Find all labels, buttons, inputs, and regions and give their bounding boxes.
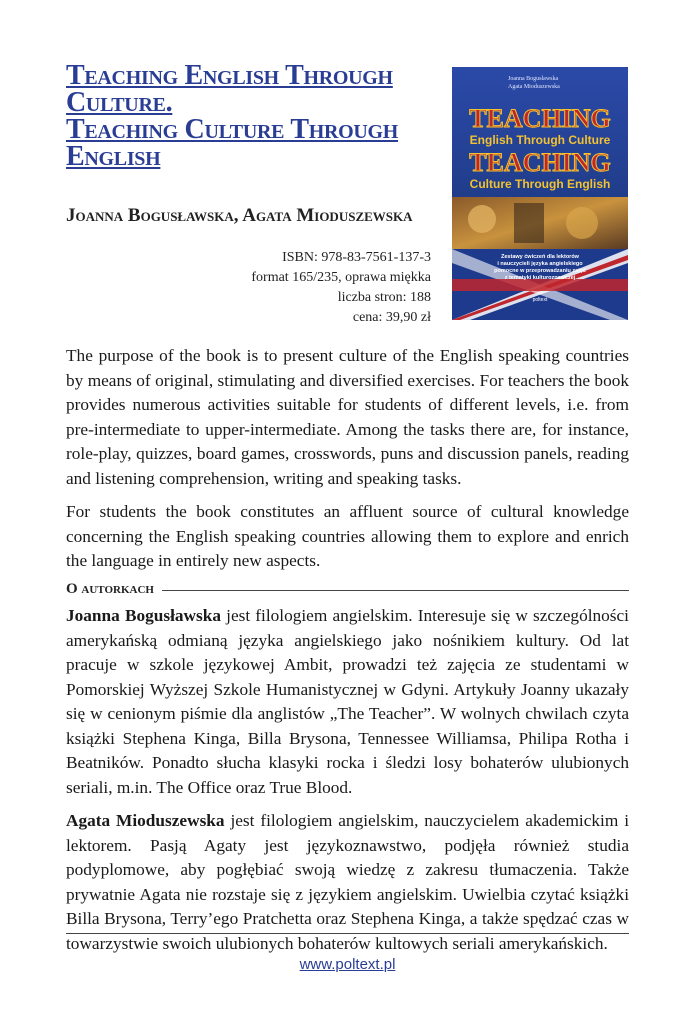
footer-divider [66, 933, 629, 934]
cover-blurb-line: pomocne w przeprowadzaniu zajęć [494, 268, 586, 274]
cover-blurb-line: Zestawy ćwiczeń dla lektorów [501, 254, 579, 260]
format: format 165/235, oprawa miękka [251, 270, 431, 285]
cover-blurb-line: z tematyki kulturoznawczej [504, 275, 576, 281]
book-cover-art [452, 67, 628, 320]
author-name: Agata Mioduszewska [66, 811, 225, 830]
book-description [66, 344, 629, 583]
cover-big-title-1: TEACHING [469, 104, 611, 133]
heading-rule [162, 590, 629, 591]
cover-big-title-2: TEACHING [469, 148, 611, 177]
book-authors: Joanna Bogusławska, Agata Mioduszewska [66, 205, 413, 226]
book-title-line[interactable]: Culture. [66, 87, 173, 118]
cover-subtitle-2: Culture Through English [469, 177, 611, 191]
cover-publisher-logo: poltext [532, 297, 548, 303]
book-title-line[interactable]: English [66, 141, 161, 172]
book-title-line[interactable]: Teaching Culture Through [66, 114, 399, 145]
author-bio-text: jest filologiem angielskim, nauczycielem akademickim i lektorem. Pasją Agaty jest językoznawstwo, podjęła również studia podyplomowe, aby pogłębiać swoją wiedzę z zakresu tłumaczenia. Także prywatnie Agata nie rozstaje się z językiem angielskim. Uwielbia czytać książki Billa Brysona, Terry’ego Pratchetta oraz Stephena Kinga, a także spędzać czas w towarzystwie swoich ulubionych bohaterów kultowych seriali amerykańskich. [66, 811, 629, 953]
cover-author-2: Agata Mioduszewska [508, 84, 560, 90]
section-heading-label: O autorkach [66, 580, 154, 597]
footer [0, 956, 695, 973]
publisher-website-link[interactable]: www.poltext.pl [299, 956, 396, 973]
cover-author-1: Joanna Bogusławska [508, 76, 559, 82]
about-authors-heading [66, 578, 629, 600]
book-title [66, 62, 446, 170]
page-count: liczba stron: 188 [337, 290, 431, 305]
book-title-line[interactable]: Teaching English Through [66, 60, 393, 91]
isbn: ISBN: 978-83-7561-137-3 [282, 250, 431, 265]
author-bio [66, 604, 629, 800]
cover-blurb-line: i nauczycieli języka angielskiego [497, 261, 583, 267]
book-details [251, 248, 431, 328]
author-name: Joanna Bogusławska [66, 606, 221, 625]
description-paragraph: For students the book constitutes an affluent source of cultural knowledge concerning the English speaking countries allowing them to explore and enrich the language in entirely new aspects. [66, 502, 629, 570]
price: cena: 39,90 zł [352, 310, 431, 325]
book-cover-image [452, 67, 628, 320]
author-bios [66, 604, 629, 965]
cover-subtitle-1: English Through Culture [469, 133, 611, 147]
description-paragraph: The purpose of the book is to present culture of the English speaking countries by means of original, stimulating and diversified exercises. For teachers the book provides numerous activities suitable for students of different levels, i.e. from pre-intermediate to upper-intermediate. Among the tasks there are, for instance, role-play, quizzes, board games, crosswords, puns and discussion panels, reading and listening comprehension, writing and speaking tasks. [66, 346, 629, 488]
author-bio-text: jest filologiem angielskim. Interesuje się w szczególności amerykańską odmianą języka angielskiego jako nośnikiem kultury. Od lat pracuje w szkole językowej Ambit, prowadzi też zajęcia ze studentami w Pomorskiej Wyższej Szkole Humanistycznej w Gdyni. Artykuły Joanny ukazały się w cenionym piśmie dla anglistów „The Teacher”. W wolnych chwilach czyta książki Stephena Kinga, Billa Brysona, Tennessee Williamsa, Philipa Rotha i Beatników. Ponadto słucha klasyki rocka i śledzi losy bohaterów ulubionych seriali, m.in. The Office oraz True Blood. [66, 606, 629, 797]
